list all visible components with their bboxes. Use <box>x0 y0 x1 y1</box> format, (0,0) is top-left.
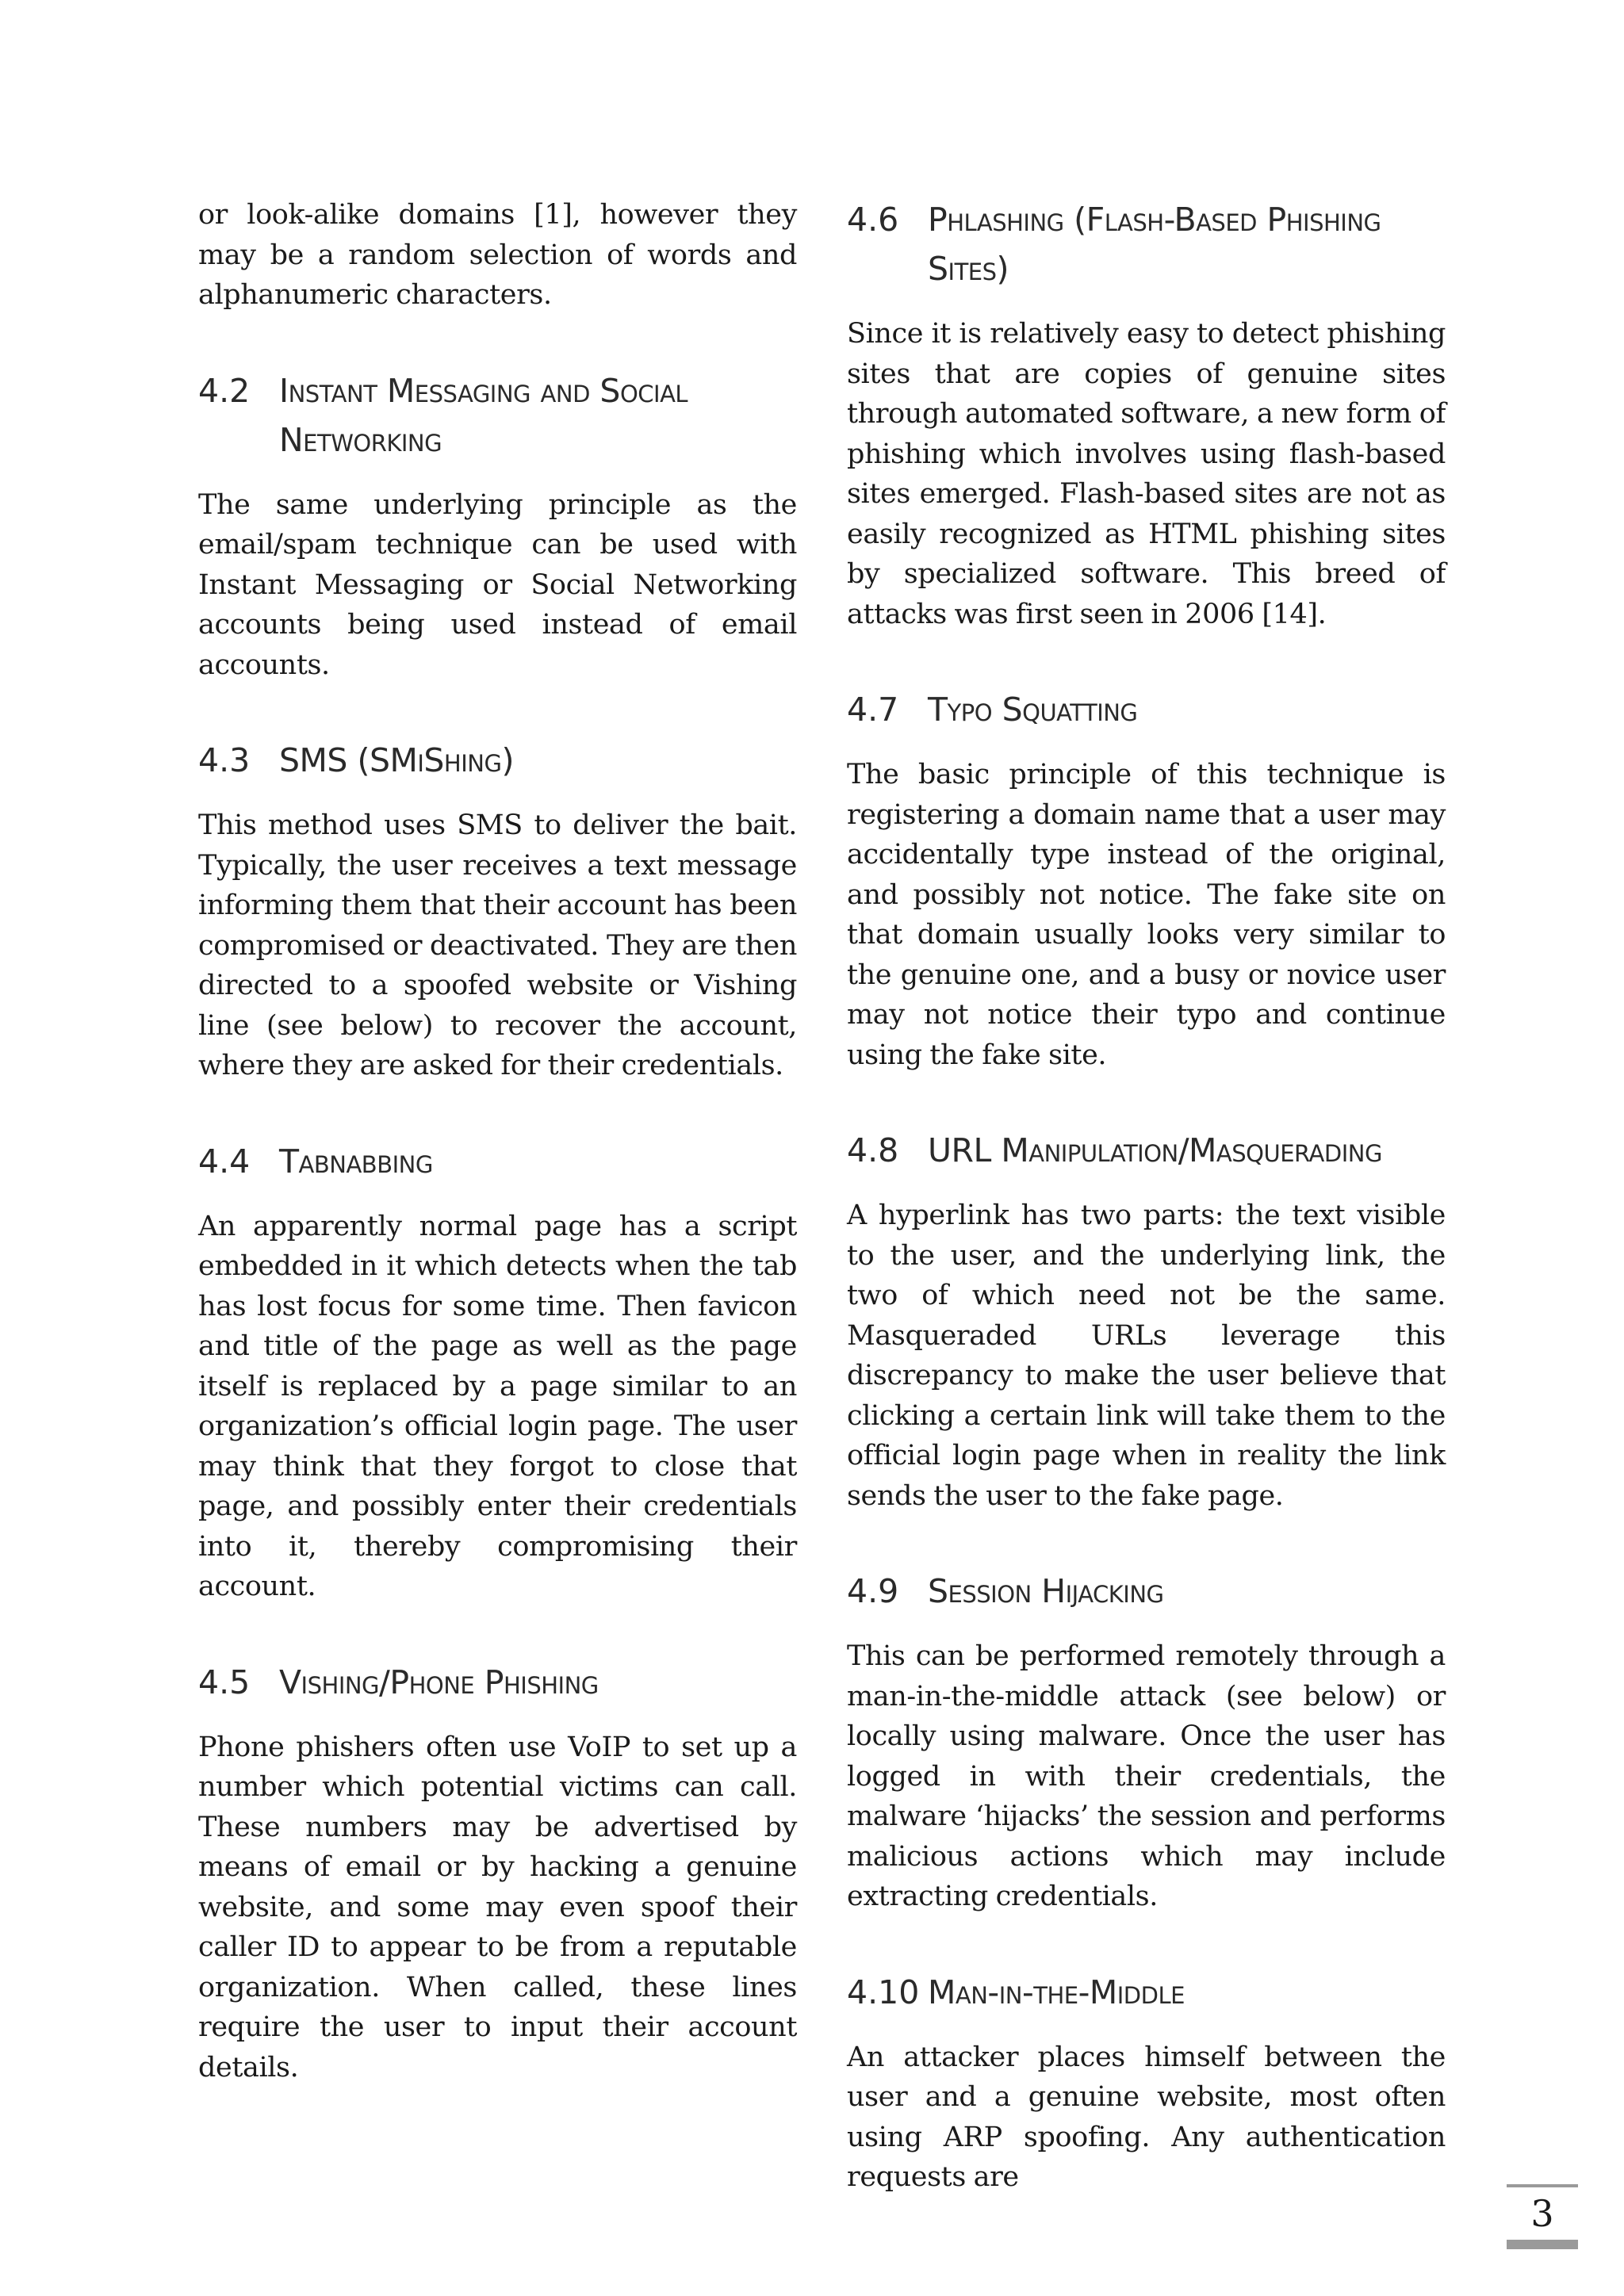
section-body-4-4: An apparently normal page has a script embedded in it which detects when the tab has lost focus for some time. Then favicon and title of the page as well as the page itself is replaced by a page similar to an organization’s official login page. The user may think that they forgot to close that page, and possibly enter their credentials into it, thereby compromising their account. <box>198 1210 797 1602</box>
intro-paragraph: or look-alike domains [1], however they may be a random selection of words and alphanumeric characters. <box>198 199 797 311</box>
section-number: 4.3 <box>198 741 251 779</box>
section-body-4-7: The basic principle of this technique is registering a domain name that a user may accidentally type instead of the original, and possibly not notice. The fake site on that domain usually looks very similar to the genuine one, and a busy or novice user may not notice their typo and continue using the fake site. <box>847 759 1446 1071</box>
section-title: Vishing/Phone Phishing <box>279 1663 599 1701</box>
section-heading-4-9 <box>847 1567 1446 1616</box>
page-number-bottom-rule <box>1507 2240 1578 2249</box>
section-heading-4-7 <box>847 685 1446 734</box>
page-number-box <box>1507 2184 1578 2249</box>
section-body-4-3: This method uses SMS to deliver the bait. Typically, the user receives a text message informing them that their account has been compromised or deactivated. They are then directed to a spoofed website or Vishing line (see below) to recover the account, where they are asked for their credentials. <box>198 809 797 1081</box>
section-body-4-2: The same underlying principle as the email/spam technique can be used with Instant Messaging or Social Networking accounts being used instead of email accounts. <box>198 488 797 681</box>
section-body-4-9: This can be performed remotely through a man-in-the-middle attack (see below) or locally using malware. Once the user has logged in with their credentials, the malware ‘hijacks’ the session and performs malicious actions which may include extracting credentials. <box>847 1640 1446 1912</box>
section-heading-4-5 <box>198 1658 797 1707</box>
page-number: 3 <box>1530 2192 1554 2235</box>
section-heading-4-10 <box>847 1968 1446 2017</box>
section-number: 4.7 <box>847 691 899 729</box>
section-title: URL Manipulation/Masquerading <box>928 1131 1382 1169</box>
left-column <box>198 195 797 2087</box>
section-body-4-8: A hyperlink has two parts: the text visible to the user, and the underlying link, the two of which need not be the same. Masqueraded URLs leverage this discrepancy to make the user believe that clicking a certain link will take them to the official login page when in reality the link sends the user to the fake page. <box>847 1200 1446 1512</box>
section-number: 4.10 <box>847 1973 920 2011</box>
section-heading-4-2 <box>198 366 797 465</box>
section-number: 4.6 <box>847 201 899 239</box>
section-number: 4.4 <box>198 1142 251 1181</box>
section-title: Typo Squatting <box>928 691 1138 729</box>
right-column <box>847 195 1446 2198</box>
section-title: Session Hijacking <box>928 1572 1164 1610</box>
section-title: Instant Messaging and Social Networking <box>279 371 688 459</box>
section-title: Phlashing (Flash-Based Phishing Sites) <box>928 201 1381 288</box>
section-title: Man-in-the-Middle <box>928 1973 1185 2011</box>
section-body-4-10: An attacker places himself between the user and a genuine website, most often using ARP spoofing. Any authentication requests are <box>847 2041 1446 2193</box>
section-body-4-5: Phone phishers often use VoIP to set up a number which potential victims can call. These numbers may be advertised by means of email or by hacking a genuine website, and some may even spoof their caller ID to appear to be from a reputable organization. When called, these lines require the user to input their account details. <box>198 1731 797 2084</box>
section-title: SMS (SMiShing) <box>279 741 514 779</box>
section-heading-4-4 <box>198 1137 797 1186</box>
section-number: 4.9 <box>847 1572 899 1610</box>
section-title: Tabnabbing <box>279 1142 433 1181</box>
section-body-4-6: Since it is relatively easy to detect phishing sites that are copies of genuine sites through automated software, a new form of phishing which involves using flash-based sites emerged. Flash-based sites are not as easily recognized as HTML phishing sites by specialized software. This breed of attacks was first seen in 2006 [14]. <box>847 318 1446 630</box>
section-number: 4.8 <box>847 1131 899 1169</box>
section-heading-4-6 <box>847 195 1446 293</box>
section-heading-4-3 <box>198 736 797 785</box>
section-heading-4-8 <box>847 1126 1446 1175</box>
section-number: 4.5 <box>198 1663 251 1701</box>
section-number: 4.2 <box>198 371 251 410</box>
